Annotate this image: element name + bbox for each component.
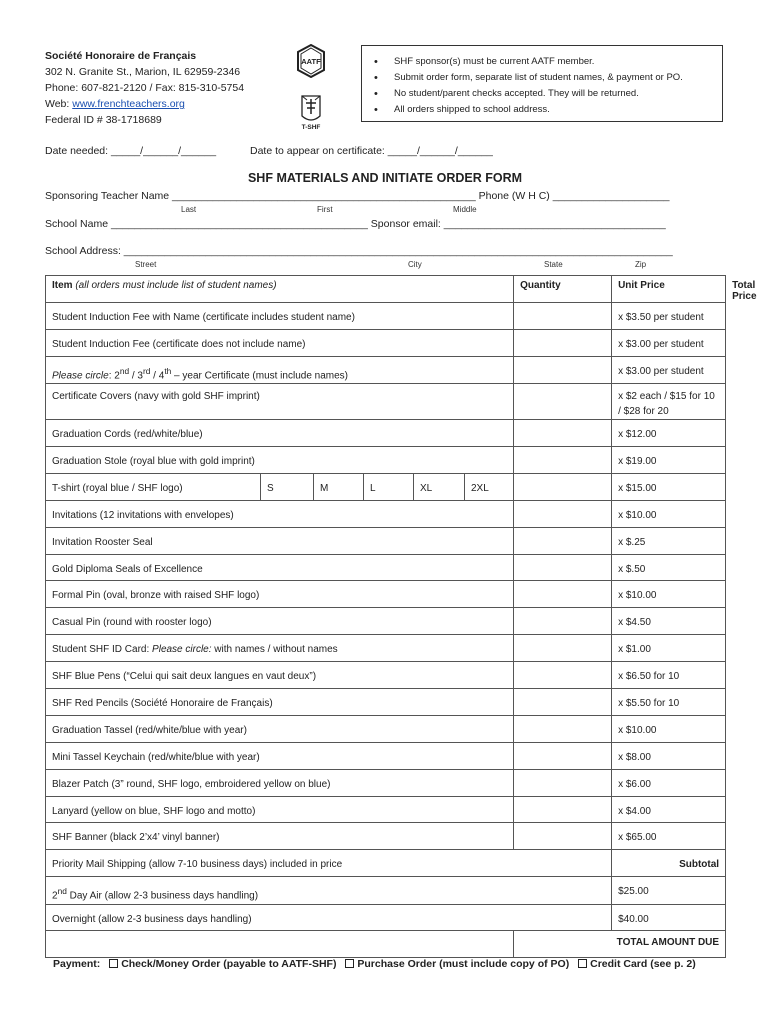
table-row [46,662,726,689]
organization-name: Société Honoraire de Français [45,50,197,62]
item-cell: Student Induction Fee (certificate does not include name) [46,329,514,356]
shipping-row-two-day [46,877,726,904]
item-cell: SHF Blue Pens (“Celui qui sait deux langues en vaut deux”) [46,662,514,689]
table-row [46,329,726,356]
table-row [46,554,726,581]
unit-price-cell: x $5.50 for 10 [612,689,726,716]
item-cell: Lanyard (yellow on blue, SHF logo and motto) [46,796,514,823]
id-card-label: Student SHF ID Card: [52,644,153,656]
notice-item: • No student/parent checks accepted. They will be returned. [374,86,714,102]
quantity-input[interactable] [514,769,612,796]
quantity-input[interactable] [514,635,612,662]
size-l-cell[interactable]: L [364,473,414,500]
unit-price-cell: x $3.00 per student [612,356,726,383]
date-needed-field[interactable]: Date needed: _____/______/______ [45,145,217,157]
table-row [46,500,726,527]
quantity-input[interactable] [514,447,612,474]
sub-label-last: Last [181,205,197,214]
unit-price-cell: x $12.00 [612,420,726,447]
quantity-input[interactable] [514,356,612,383]
table-row [46,356,726,383]
table-header-row: Item (all orders must include list of student names) Quantity Unit Price Total Price [46,276,726,303]
unit-price-cell: x $10.00 [612,500,726,527]
shf-logo-text: T-SHF [301,124,321,131]
header-unit-price: Unit Price [612,276,726,303]
table-row [46,581,726,608]
organization-info [45,48,244,128]
unit-price-cell: x $4.00 [612,796,726,823]
item-cell: Gold Diploma Seals of Excellence [46,554,514,581]
quantity-input[interactable] [514,473,612,500]
order-table [45,275,757,958]
total-amount-label: TOTAL AMOUNT DUE [514,931,726,958]
quantity-input[interactable] [514,384,612,420]
web-label: Web: [45,98,73,110]
quantity-input[interactable] [514,500,612,527]
sub-label-state: State [544,260,563,269]
notice-item: • SHF sponsor(s) must be current AATF member. [374,54,714,70]
table-row [46,527,726,554]
unit-price-cell: x $2 each / $15 for 10 / $28 for 20 [612,384,726,420]
sub-label-street: Street [135,260,157,269]
quantity-input[interactable] [514,420,612,447]
credit-card-label: Credit Card (see p. 2) [590,958,696,970]
year-option-4[interactable]: / 4 [150,370,165,382]
table-row [46,635,726,662]
table-row [46,303,726,330]
size-xl-cell[interactable]: XL [414,473,465,500]
ordinal-suffix: th [164,365,172,376]
item-cell: SHF Red Pencils (Société Honoraire de Français) [46,689,514,716]
unit-price-cell: x $4.50 [612,608,726,635]
item-cell: Overnight (allow 2-3 business days handling) [46,904,612,931]
item-cell-id-card [46,635,514,662]
item-cell: SHF Banner (black 2’x4’ vinyl banner) [46,823,514,850]
item-cell-two-day [46,877,612,904]
shipping-row-priority [46,850,726,877]
school-name-field[interactable]: School Name ____________________________________________ Sponsor email: ______________________________________ [45,218,666,230]
shipping-row-overnight [46,904,726,931]
notice-item: • All orders shipped to school address. [374,102,714,118]
year-option-2[interactable]: 2 [114,370,120,382]
unit-price-cell: $25.00 [612,877,726,904]
item-cell: Student Induction Fee with Name (certificate includes student name) [46,303,514,330]
unit-price-cell: x $10.00 [612,715,726,742]
item-cell: T-shirt (royal blue / SHF logo) [46,473,261,500]
id-card-options[interactable]: with names / without names [211,644,338,656]
item-cell: Casual Pin (round with rooster logo) [46,608,514,635]
unit-price-cell: x $65.00 [612,823,726,850]
table-row [46,420,726,447]
quantity-input[interactable] [514,329,612,356]
size-2xl-cell[interactable]: 2XL [465,473,514,500]
subtotal-label: Subtotal [612,850,726,877]
ordinal-suffix: rd [143,365,151,376]
year-certificate-text: – year Certificate (must include names) [171,370,348,382]
aatf-logo-text: AATF [301,57,321,66]
quantity-input[interactable] [514,581,612,608]
quantity-input[interactable] [514,689,612,716]
sub-label-first: First [317,205,333,214]
two-day-number: 2 [52,890,58,902]
item-cell: Blazer Patch (3” round, SHF logo, embroidered yellow on blue) [46,769,514,796]
item-cell: Graduation Cords (red/white/blue) [46,420,514,447]
credit-card-checkbox[interactable] [578,959,587,968]
total-row [46,931,726,958]
quantity-input[interactable] [514,742,612,769]
table-row [46,715,726,742]
quantity-input[interactable] [514,303,612,330]
blank-cell [46,931,514,958]
unit-price-cell: x $8.00 [612,742,726,769]
purchase-order-label: Purchase Order (must include copy of PO) [357,958,570,970]
quantity-input[interactable] [514,608,612,635]
school-address-field[interactable]: School Address: ______________________________________________________________________________________________ [45,245,673,257]
payment-options [53,958,696,970]
item-cell: Invitations (12 invitations with envelopes) [46,500,514,527]
table-row-tshirt [46,473,726,500]
notice-item: • Submit order form, separate list of student names, & payment or PO. [374,70,714,86]
table-row [46,447,726,474]
table-row [46,384,726,420]
unit-price-cell: x $3.50 per student [612,303,726,330]
unit-price-cell: x $10.00 [612,581,726,608]
unit-price-cell: x $6.50 for 10 [612,662,726,689]
purchase-order-checkbox[interactable] [345,959,354,968]
quantity-input[interactable] [514,796,612,823]
unit-price-cell: x $.25 [612,527,726,554]
sub-label-zip: Zip [635,260,647,269]
shf-logo [298,94,324,132]
please-circle-label: Please circle [52,370,109,382]
certificate-date-field[interactable]: Date to appear on certificate: _____/______/______ [250,145,493,157]
item-cell: Mini Tassel Keychain (red/white/blue with year) [46,742,514,769]
please-circle-label: Please circle: [152,644,212,656]
aatf-logo [296,44,326,78]
item-cell: Formal Pin (oval, bronze with raised SHF logo) [46,581,514,608]
check-money-order-checkbox[interactable] [109,959,118,968]
item-cell: Invitation Rooster Seal [46,527,514,554]
sub-label-middle: Middle [453,205,477,214]
payment-label: Payment: [53,958,101,970]
ordinal-suffix: nd [119,365,130,376]
unit-price-cell: $40.00 [612,904,726,931]
item-cell-year-certificate [46,356,514,383]
size-s-cell[interactable]: S [261,473,314,500]
item-cell: Graduation Tassel (red/white/blue with year) [46,715,514,742]
table-row [46,823,726,850]
quantity-input[interactable] [514,527,612,554]
header-item [46,276,514,303]
table-row [46,769,726,796]
organization-address: 302 N. Granite St., Marion, IL 62959-2346 [45,66,241,78]
table-row [46,689,726,716]
unit-price-cell: x $15.00 [612,473,726,500]
sub-label-city: City [408,260,422,269]
header-item-note: (all orders must include list of student names) [72,280,277,291]
two-day-text: Day Air (allow 2-3 business days handling) [66,890,259,902]
website-link[interactable]: www.frenchteachers.org [72,98,185,110]
year-option-3[interactable]: / 3 [129,370,143,382]
organization-web [45,96,244,112]
quantity-input[interactable] [514,823,612,850]
item-cell: Certificate Covers (navy with gold SHF imprint) [46,384,514,420]
check-money-order-label: Check/Money Order (payable to AATF-SHF) [121,958,337,970]
ordinal-suffix: nd [57,886,67,897]
unit-price-cell: x $6.00 [612,769,726,796]
item-cell: Graduation Stole (royal blue with gold imprint) [46,447,514,474]
unit-price-cell: x $19.00 [612,447,726,474]
unit-price-cell: x $1.00 [612,635,726,662]
federal-id: Federal ID # 38-1718689 [45,114,162,126]
unit-price-cell: x $.50 [612,554,726,581]
item-cell: Priority Mail Shipping (allow 7-10 business days) included in price [46,850,612,877]
table-row [46,796,726,823]
quantity-input[interactable] [514,662,612,689]
unit-price-cell: x $3.00 per student [612,329,726,356]
sponsoring-teacher-field[interactable]: Sponsoring Teacher Name ____________________________________________________ Phone (W H C) ____________________ [45,190,670,202]
size-m-cell[interactable]: M [314,473,364,500]
quantity-input[interactable] [514,554,612,581]
organization-phone: Phone: 607-821-2120 / Fax: 815-310-5754 [45,82,245,94]
form-title: SHF MATERIALS AND INITIATE ORDER FORM [247,171,523,185]
table-row [46,742,726,769]
notice-box [361,45,723,122]
header-quantity: Quantity [514,276,612,303]
header-item-label: Item [52,280,73,291]
quantity-input[interactable] [514,715,612,742]
table-row [46,608,726,635]
separator-text: : [108,370,115,382]
